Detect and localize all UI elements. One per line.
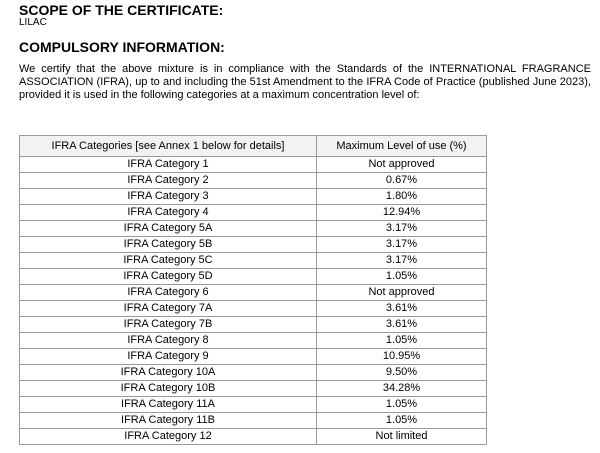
category-cell: IFRA Category 7B: [20, 317, 317, 333]
max-level-cell: 12.94%: [317, 205, 487, 221]
category-cell: IFRA Category 5A: [20, 221, 317, 237]
max-level-cell: 34.28%: [317, 381, 487, 397]
category-cell: IFRA Category 11A: [20, 397, 317, 413]
category-cell: IFRA Category 5C: [20, 253, 317, 269]
table-row: [20, 173, 487, 189]
header-category: IFRA Categories [see Annex 1 below for details]: [20, 136, 317, 157]
max-level-cell: 3.17%: [317, 253, 487, 269]
table-row: [20, 189, 487, 205]
max-level-cell: Not approved: [317, 285, 487, 301]
table-row: [20, 397, 487, 413]
table-header-row: [20, 136, 487, 157]
category-cell: IFRA Category 4: [20, 205, 317, 221]
category-cell: IFRA Category 5D: [20, 269, 317, 285]
category-cell: IFRA Category 10A: [20, 365, 317, 381]
table-row: [20, 301, 487, 317]
table-row: [20, 253, 487, 269]
max-level-cell: Not approved: [317, 157, 487, 173]
table-row: [20, 365, 487, 381]
max-level-cell: Not limited: [317, 429, 487, 445]
category-cell: IFRA Category 11B: [20, 413, 317, 429]
table-body: [20, 157, 487, 445]
max-level-cell: 3.61%: [317, 301, 487, 317]
table-row: [20, 317, 487, 333]
table-row: [20, 285, 487, 301]
table-row: [20, 381, 487, 397]
table-row: [20, 205, 487, 221]
max-level-cell: 1.05%: [317, 269, 487, 285]
max-level-cell: 1.05%: [317, 413, 487, 429]
compliance-statement: We certify that the above mixture is in compliance with the Standards of the INTERNATIONAL FRAGRANCE ASSOCIATION (IFRA), up to and including the 51st Amendment to the IFRA Code of Practice (published June 2023), provided it is used in the following categories at a maximum concentration level of:: [19, 63, 591, 101]
category-cell: IFRA Category 9: [20, 349, 317, 365]
category-cell: IFRA Category 5B: [20, 237, 317, 253]
table-row: [20, 269, 487, 285]
category-cell: IFRA Category 8: [20, 333, 317, 349]
table-row: [20, 413, 487, 429]
scope-heading: SCOPE OF THE CERTIFICATE:: [19, 2, 224, 18]
table-row: [20, 157, 487, 173]
max-level-cell: 3.17%: [317, 221, 487, 237]
max-level-cell: 3.17%: [317, 237, 487, 253]
category-cell: IFRA Category 1: [20, 157, 317, 173]
table-row: [20, 333, 487, 349]
table-row: [20, 429, 487, 445]
header-max-level: Maximum Level of use (%): [317, 136, 487, 157]
category-cell: IFRA Category 3: [20, 189, 317, 205]
category-cell: IFRA Category 2: [20, 173, 317, 189]
table-row: [20, 237, 487, 253]
max-level-cell: 0.67%: [317, 173, 487, 189]
table-row: [20, 221, 487, 237]
ifra-category-table: [19, 135, 487, 445]
max-level-cell: 1.05%: [317, 397, 487, 413]
scope-value: LILAC: [19, 17, 47, 28]
max-level-cell: 1.80%: [317, 189, 487, 205]
table-row: [20, 349, 487, 365]
category-cell: IFRA Category 12: [20, 429, 317, 445]
category-cell: IFRA Category 6: [20, 285, 317, 301]
compulsory-heading: COMPULSORY INFORMATION:: [19, 39, 225, 55]
category-cell: IFRA Category 7A: [20, 301, 317, 317]
max-level-cell: 1.05%: [317, 333, 487, 349]
max-level-cell: 10.95%: [317, 349, 487, 365]
max-level-cell: 9.50%: [317, 365, 487, 381]
max-level-cell: 3.61%: [317, 317, 487, 333]
category-cell: IFRA Category 10B: [20, 381, 317, 397]
